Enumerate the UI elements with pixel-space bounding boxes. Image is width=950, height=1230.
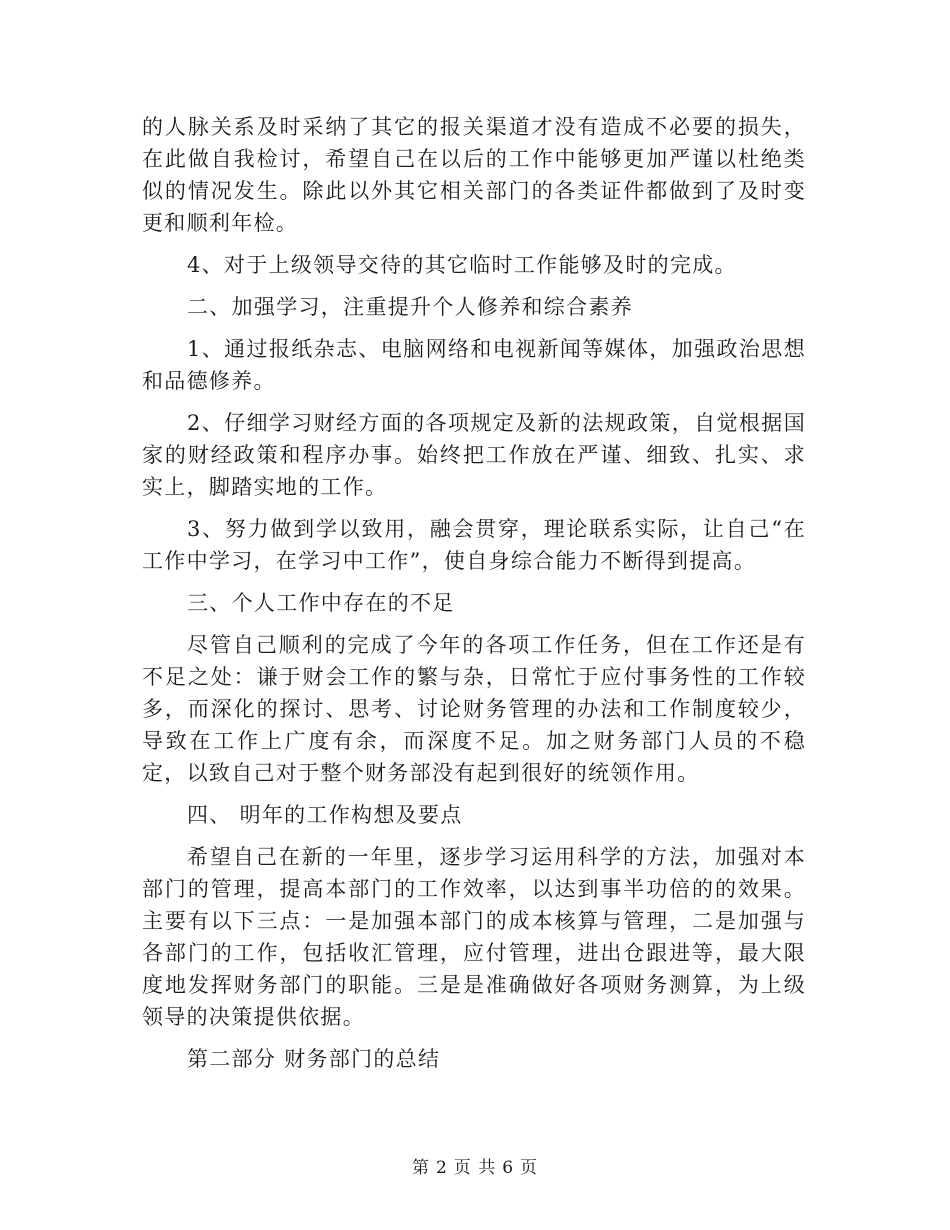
paragraph-continuation: 的人脉关系及时采纳了其它的报关渠道才没有造成不必要的损失，在此做自我检讨，希望自己在以后的工作中能够更加严谨以杜绝类似的情况发生。除此以外其它相关部门的各类证件都做到了及时变更和顺利年检。 bbox=[142, 115, 806, 235]
part-heading: 第二部分 财务部门的总结 bbox=[187, 1047, 441, 1071]
section-heading-4: 四、 明年的工作构想及要点 bbox=[187, 803, 463, 827]
paragraph-item-1: 1、通过报纸杂志、电脑网络和电视新闻等媒体，加强政治思想和品德修养。 bbox=[142, 337, 806, 393]
page-footer bbox=[0, 1153, 950, 1178]
footer-current-page: 2 bbox=[435, 1158, 448, 1178]
document-body bbox=[142, 111, 806, 1075]
section-heading-2: 二、加强学习，注重提升个人修养和综合素养 bbox=[187, 295, 633, 319]
paragraph-item-4: 4、对于上级领导交待的其它临时工作能够及时的完成。 bbox=[187, 253, 737, 277]
section-heading-3: 三、个人工作中存在的不足 bbox=[187, 591, 455, 615]
footer-total-pages: 6 bbox=[502, 1158, 515, 1178]
paragraph-plans: 希望自己在新的一年里，逐步学习运用科学的方法，加强对本部门的管理，提高本部门的工作效率，以达到事半功倍的的效果。主要有以下三点：一是加强本部门的成本核算与管理，二是加强与各部门的工作，包括收汇管理，应付管理，进出仓跟进等，最大限度地发挥财务部门的职能。三是是准确做好各项财务测算，为上级领导的决策提供依据。 bbox=[142, 845, 806, 1029]
paragraph-shortcomings: 尽管自己顺利的完成了今年的各项工作任务，但在工作还是有不足之处：谦于财会工作的繁与杂，日常忙于应付事务性的工作较多，而深化的探讨、思考、讨论财务管理的办法和工作制度较少，导致在工作上广度有余，而深度不足。加之财务部门人员的不稳定，以致自己对于整个财务部没有起到很好的统领作用。 bbox=[142, 633, 806, 785]
paragraph-item-3: 3、努力做到学以致用，融会贯穿，理论联系实际，让自己“在工作中学习，在学习中工作”，使自身综合能力不断得到提高。 bbox=[142, 517, 806, 573]
paragraph-item-2: 2、仔细学习财经方面的各项规定及新的法规政策，自觉根据国家的财经政策和程序办事。始终把工作放在严谨、细致、扎实、求实上，脚踏实地的工作。 bbox=[142, 411, 806, 499]
footer-prefix: 第 bbox=[411, 1158, 430, 1178]
footer-suffix: 页 bbox=[520, 1158, 539, 1178]
footer-mid: 页 共 bbox=[453, 1158, 497, 1178]
